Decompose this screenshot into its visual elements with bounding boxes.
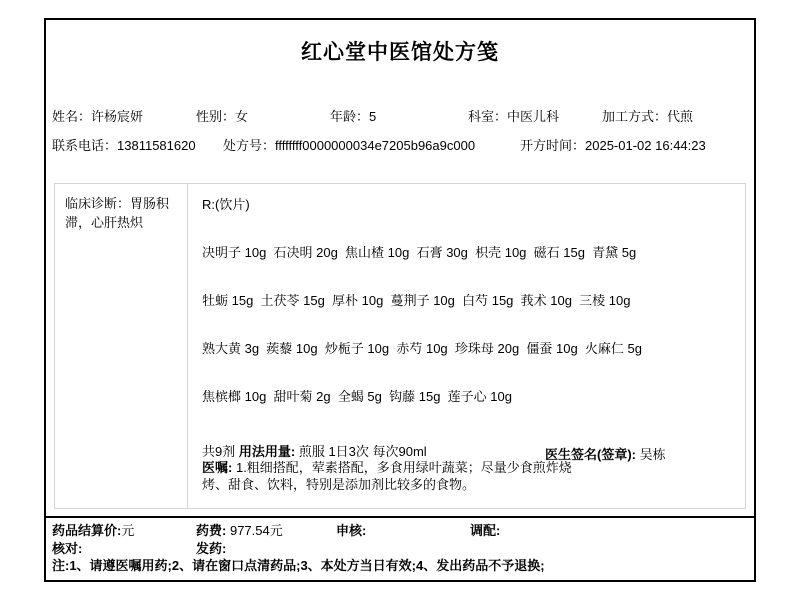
- advice-text: 1.粗细搭配，荤素搭配，多食用绿叶蔬菜；尽量少食煎炸烧烤、甜食、饮料，特别是添加剂比较多的食物。: [202, 460, 572, 492]
- doctor-advice: [202, 459, 584, 493]
- issue-time-value: 2025-01-02 16:44:23: [585, 138, 706, 153]
- compound-label: 调配:: [470, 523, 501, 538]
- settlement-value: 元: [121, 523, 135, 538]
- patient-name-label: 姓名：: [52, 109, 92, 124]
- settlement-field: [52, 520, 134, 539]
- issue-time-field: [520, 135, 706, 154]
- dispense-label: 发药:: [196, 541, 227, 556]
- patient-gender-field: [196, 106, 248, 125]
- patient-age-field: [330, 106, 376, 125]
- issue-time-label: 开方时间：: [520, 138, 586, 153]
- check-label: 核对:: [52, 541, 83, 556]
- total-doses: 共9剂: [202, 444, 236, 459]
- processing-method-value: 代煎: [667, 109, 694, 124]
- fee-value: 977.54元: [229, 523, 283, 538]
- herb-line-4: 焦槟榔 10g 甜叶菊 2g 全蝎 5g 钩藤 15g 莲子心 10g: [202, 389, 512, 404]
- patient-age-label: 年龄：: [330, 109, 370, 124]
- diagnosis-cell: [55, 184, 188, 508]
- doctor-signature: [545, 444, 666, 463]
- diagnosis-value: 胃肠积滞，心肝热炽: [65, 196, 170, 230]
- patient-department-value: 中医儿科: [507, 109, 560, 124]
- doctor-sign-label: 医生签名(签章):: [545, 447, 636, 462]
- footer-note: 注:1、请遵医嘱用药;2、请在窗口点清药品;3、本处方当日有效;4、发出药品不予退换;: [52, 558, 545, 573]
- footer-separator: [46, 516, 754, 518]
- diagnosis-label: 临床诊断：: [65, 196, 131, 211]
- advice-label: 医嘱:: [202, 460, 233, 475]
- rx-number-field: [223, 135, 475, 154]
- doctor-name: 吴栋: [639, 447, 666, 462]
- patient-gender-label: 性别：: [196, 109, 236, 124]
- fee-label: 药费:: [196, 523, 227, 538]
- prescription-table: [54, 183, 746, 509]
- review-label: 申核:: [336, 523, 367, 538]
- phone-value: 13811581620: [117, 138, 196, 153]
- settlement-label: 药品结算价:: [52, 523, 122, 538]
- patient-age-value: 5: [369, 109, 377, 124]
- herb-line-3: 熟大黄 3g 蒺藜 10g 炒栀子 10g 赤芍 10g 珍珠母 20g 僵蚕 10g 火麻仁 5g: [202, 341, 642, 356]
- patient-name-field: [52, 106, 143, 125]
- patient-name-value: 许杨宸妍: [91, 109, 144, 124]
- patient-department-label: 科室：: [468, 109, 508, 124]
- phone-field: [52, 135, 196, 154]
- rx-header: R:(饮片): [202, 197, 250, 212]
- fee-field: [196, 520, 283, 539]
- rx-number-value: ffffffff0000000034e7205b96a9c000: [275, 138, 476, 153]
- herb-line-2: 牡蛎 15g 土茯苓 15g 厚朴 10g 蔓荆子 10g 白芍 15g 莪术 10g 三棱 10g: [202, 293, 631, 308]
- processing-method-label: 加工方式：: [602, 109, 668, 124]
- patient-gender-value: 女: [235, 109, 249, 124]
- prescription-cell: [188, 184, 745, 508]
- usage-value: 煎服 1日3次 每次90ml: [298, 444, 427, 459]
- herb-line-1: 决明子 10g 石决明 20g 焦山楂 10g 石膏 30g 枳壳 10g 磁石 15g 青黛 5g: [202, 245, 637, 260]
- prescription-sheet: [44, 18, 756, 582]
- processing-method-field: [602, 106, 693, 125]
- rx-number-label: 处方号：: [223, 138, 276, 153]
- usage-label: 用法用量:: [238, 444, 296, 459]
- page-title: 红心堂中医馆处方笺: [301, 41, 499, 64]
- patient-department-field: [468, 106, 559, 125]
- phone-label: 联系电话：: [52, 138, 118, 153]
